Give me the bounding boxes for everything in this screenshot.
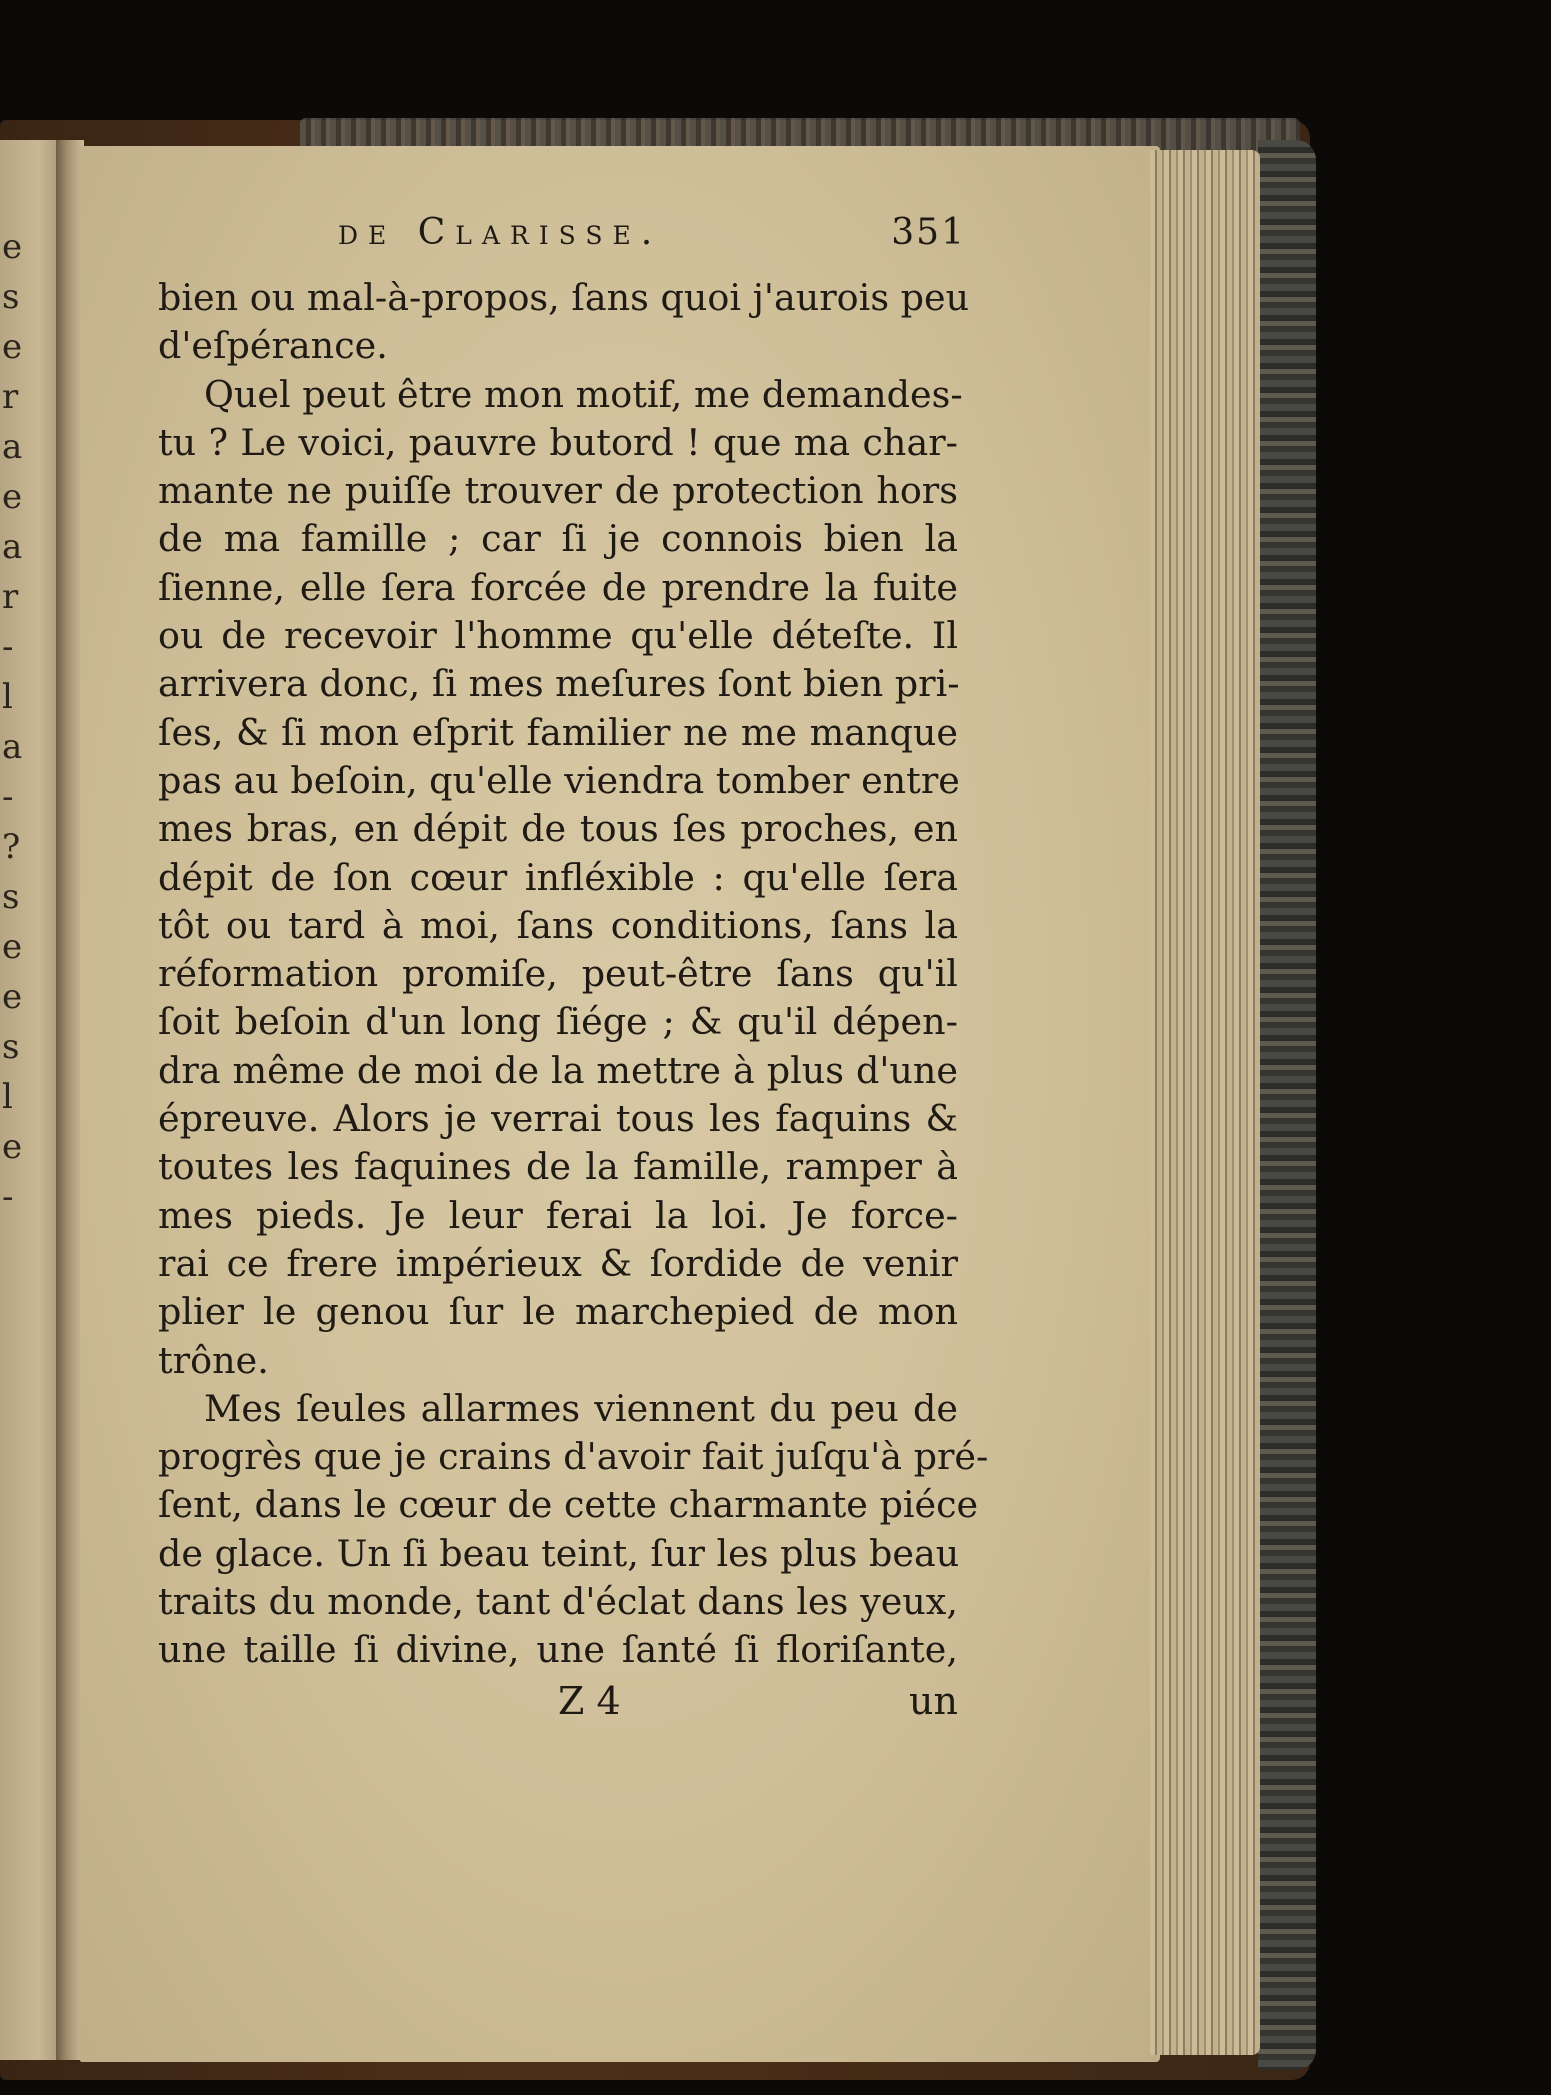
text-line: mes pieds. Je leur ferai la loi. Je force- (158, 1193, 958, 1237)
text-line: plier le genou ſur le marchepied de mon (158, 1290, 958, 1334)
facing-page-edge (0, 140, 64, 2060)
text-line: rai ce frere impérieux & ſordide de venir (158, 1241, 958, 1285)
text-line: traits du monde, tant d'éclat dans les yeux, (158, 1580, 958, 1624)
catchword: un (909, 1678, 958, 1723)
text-line: tu ? Le voici, pauvre butord ! que ma char- (158, 420, 958, 464)
text-line: ou de recevoir l'homme qu'elle déteſte. Il (158, 614, 958, 658)
body-text (158, 274, 989, 1675)
running-head (158, 208, 966, 268)
facing-page-letter: - (2, 1177, 14, 1217)
facing-page-letter: e (2, 977, 23, 1017)
facing-page-letter: ? (2, 827, 21, 867)
facing-page-letter: r (2, 377, 19, 417)
facing-page-letter: e (2, 477, 23, 517)
text-line: toutes les faquines de la famille, ramper à (158, 1145, 958, 1189)
page-number: 351 (891, 212, 966, 253)
text-line: progrès que je crains d'avoir fait juſqu'à pré- (158, 1435, 989, 1479)
facing-page-letter: s (2, 277, 20, 317)
facing-page-letter: e (2, 1127, 23, 1167)
running-title: de Clarisse. (338, 212, 663, 253)
text-line: Quel peut être mon motif, me demandes- (204, 372, 963, 416)
text-line: mes bras, en dépit de tous ſes proches, en (158, 807, 958, 851)
text-line: ſienne, elle ſera forcée de prendre la fuite (158, 565, 958, 609)
facing-page-letter: a (2, 727, 23, 767)
page-text (158, 208, 989, 1729)
text-line: épreuve. Alors je verrai tous les faquins & (158, 1097, 958, 1141)
text-line: pas au beſoin, qu'elle viendra tomber entre (158, 758, 960, 802)
text-line: ſoit beſoin d'un long ſiége ; & qu'il dépen- (158, 1000, 958, 1044)
text-line: de ma famille ; car ſi je connois bien la (158, 517, 958, 561)
text-line: réformation promiſe, peut-être ſans qu'il (158, 952, 958, 996)
facing-page-letter: - (2, 777, 14, 817)
facing-page-letter: s (2, 1027, 20, 1067)
facing-page-letter: a (2, 427, 23, 467)
text-line: ſent, dans le cœur de cette charmante piéce (158, 1483, 979, 1527)
facing-page-letter: a (2, 527, 23, 567)
facing-page-letter: s (2, 877, 20, 917)
text-line: bien ou mal-à-propos, ſans quoi j'aurois peu (158, 276, 970, 319)
text-line: Mes ſeules allarmes viennent du peu de (204, 1386, 958, 1430)
text-line: ſes, & ſi mon eſprit familier ne me manque (158, 710, 958, 754)
cover-fore-edge (1258, 140, 1316, 2070)
footer (158, 1679, 958, 1729)
facing-page-letter: - (2, 627, 14, 667)
facing-page-letter: l (2, 1077, 13, 1117)
facing-page-letter: e (2, 327, 23, 367)
page-stack-edges (1150, 150, 1260, 2055)
facing-page-letter: l (2, 677, 13, 717)
text-line: dra même de moi de la mettre à plus d'une (158, 1048, 958, 1092)
facing-page-letter: r (2, 577, 19, 617)
text-line: de glace. Un ſi beau teint, ſur les plus beau (158, 1531, 960, 1575)
signature-mark: Z 4 (558, 1678, 621, 1723)
facing-page-letter: e (2, 227, 23, 267)
text-line: arrivera donc, ſi mes meſures ſont bien pri- (158, 662, 960, 706)
text-line: mante ne puiſſe trouver de protection hors (158, 469, 958, 513)
text-line: trône. (158, 1338, 269, 1382)
text-line: tôt ou tard à moi, ſans conditions, ſans la (158, 903, 958, 947)
text-line: d'eſpérance. (158, 324, 388, 368)
text-line: une taille ſi divine, une ſanté ſi floriſante, (158, 1628, 958, 1672)
facing-page-letter: e (2, 927, 23, 967)
text-line: dépit de ſon cœur infléxible : qu'elle ſera (158, 855, 958, 899)
